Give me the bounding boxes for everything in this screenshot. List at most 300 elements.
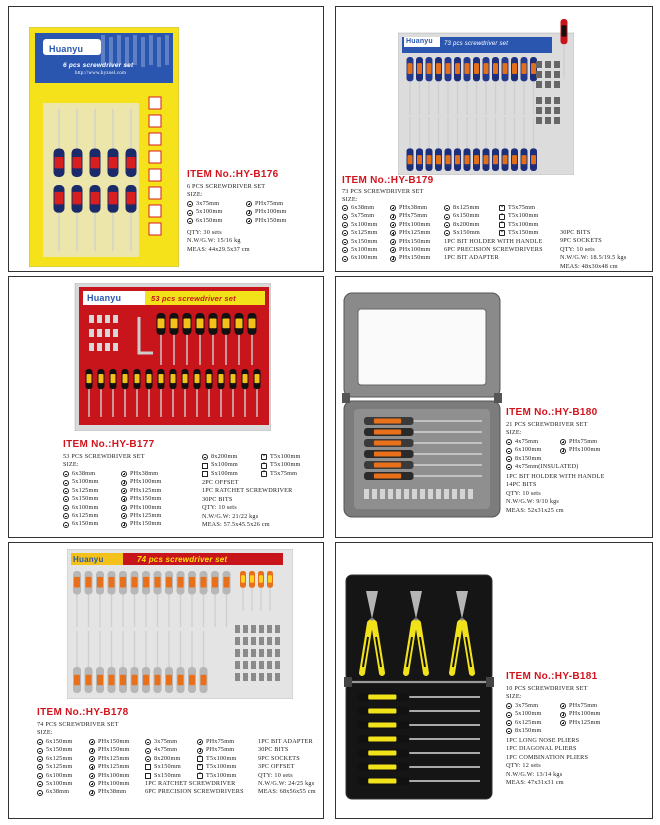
socket-image	[243, 637, 248, 645]
socket-image	[275, 673, 280, 681]
box-brand-text: Huanyu	[73, 555, 104, 564]
phillips-tip-icon	[560, 712, 566, 718]
size-value: Sx100mm	[211, 469, 238, 477]
socket-image	[235, 637, 240, 645]
info-line: 1PC BIT HOLDER WITH HANDLE	[506, 473, 605, 480]
size-value: 5x100mm	[351, 245, 378, 253]
phillips-tip-icon	[197, 739, 203, 745]
size-value: PHx125mm	[98, 763, 130, 771]
slotted-tip-icon	[37, 790, 43, 796]
bit-image	[388, 489, 393, 499]
phillips-tip-icon	[560, 720, 566, 726]
qty-text: QTY: 10 sets	[258, 771, 293, 779]
phillips-tip-icon	[246, 201, 252, 207]
bit-image	[436, 489, 441, 499]
slotted-tip-icon	[506, 464, 512, 470]
socket-image	[267, 637, 272, 645]
info-line: 30PC BITS	[202, 495, 233, 503]
bit-image	[89, 315, 94, 323]
qty-text: QTY: 10 sets	[202, 504, 237, 512]
size-value: 4x75mm(INSULATED)	[515, 463, 579, 471]
size-row	[187, 217, 317, 225]
slotted-tip-icon	[506, 720, 512, 726]
spec-icon	[149, 115, 161, 127]
phillips-tip-icon	[121, 480, 127, 486]
size-value: Sx150mm	[154, 771, 181, 779]
set-description: 73 PCS SCREWDRIVER SET	[342, 188, 424, 195]
size-value: PHx125mm	[399, 229, 431, 237]
slotted-tip-icon	[145, 739, 151, 745]
slotted-tip-icon	[37, 781, 43, 787]
slotted-tip-icon	[506, 439, 512, 445]
size-value: PHx100mm	[399, 220, 431, 228]
size-label: SIZE:	[506, 429, 522, 437]
size-row	[187, 200, 317, 208]
socket-image	[554, 61, 560, 68]
socket-image	[243, 673, 248, 681]
socket-image	[267, 649, 272, 657]
size-value: T5x150mm	[508, 229, 539, 237]
size-row	[187, 208, 317, 216]
slotted-tip-icon	[342, 214, 348, 220]
size-value: Sx150mm	[453, 229, 480, 237]
slotted-tip-icon	[444, 222, 450, 228]
socket-image	[275, 625, 280, 633]
socket-image	[545, 81, 551, 88]
size-column-1	[63, 470, 99, 529]
slotted-tip-icon	[63, 488, 69, 494]
weight-text: N.W/G.W: 9/10 kgs	[506, 498, 560, 506]
size-value: 6x38mm	[72, 470, 96, 477]
weight-text: N.W/G.W: 21/22 kgs	[202, 512, 259, 520]
size-value: PHx125mm	[130, 511, 162, 519]
spec-icon	[149, 151, 161, 163]
bit-image	[89, 343, 94, 351]
size-value: T5x100mm	[206, 771, 237, 779]
size-value: PHx100mm	[130, 503, 162, 511]
set-description: 74 PCS SCREWDRIVER SET	[37, 721, 119, 728]
box-brand-text: Huanyu	[87, 293, 122, 303]
item-number: ITEM No.:HY-B178	[37, 707, 129, 718]
info-line: 1PC BIT ADAPTER	[258, 738, 313, 745]
socket-image	[243, 625, 248, 633]
product-image-hy-b178	[67, 549, 293, 699]
bit-image	[364, 489, 369, 499]
phillips-tip-icon	[390, 247, 396, 253]
bit-image	[105, 343, 110, 351]
size-value: 6x100mm	[46, 771, 73, 779]
info-line: 1PC RATCHET SCREWDRIVER	[202, 487, 293, 495]
info-line: 9PC SOCKETS	[560, 237, 602, 245]
packing-info	[187, 229, 250, 254]
size-value: 8x125mm	[453, 204, 480, 211]
size-value: PHx125mm	[130, 486, 162, 494]
slotted-tip-icon	[37, 773, 43, 779]
size-value: 6x38mm	[46, 788, 70, 796]
slotted-tip-icon	[342, 222, 348, 228]
size-value: 8x150mm	[515, 454, 542, 462]
socket-image	[259, 637, 264, 645]
socket-image	[235, 673, 240, 681]
socket-image	[267, 625, 272, 633]
slotted-tip-icon	[63, 496, 69, 502]
size-value: PHx38mm	[130, 470, 159, 477]
socket-image	[275, 649, 280, 657]
info-line: 30PC BITS	[258, 746, 289, 754]
size-value: PHx125mm	[98, 754, 130, 762]
torx-tip-icon	[499, 222, 505, 228]
size-value: PHx150mm	[399, 254, 431, 262]
qty-text: QTY: 10 sets	[506, 489, 541, 497]
size-column-2	[390, 204, 431, 263]
qty-text: QTY: 30 sets	[187, 229, 222, 236]
slotted-tip-icon	[506, 448, 512, 454]
slotted-tip-icon	[63, 513, 69, 519]
phillips-tip-icon	[89, 739, 95, 745]
socket-image	[554, 81, 560, 88]
slotted-tip-icon	[506, 712, 512, 718]
size-value: PHx150mm	[255, 216, 287, 224]
size-value: 6x100mm	[351, 254, 378, 262]
socket-image	[251, 661, 256, 669]
bit-image	[380, 489, 385, 499]
bit-image	[113, 329, 118, 337]
size-value: 5x100mm	[72, 478, 99, 486]
size-value: PHx150mm	[130, 520, 162, 528]
socket-image	[235, 625, 240, 633]
product-panel-hy-b176	[8, 6, 324, 272]
size-value: 6x150mm	[196, 216, 223, 224]
phillips-tip-icon	[89, 773, 95, 779]
item-number: ITEM No.:HY-B180	[506, 407, 598, 418]
size-column-2	[89, 738, 130, 797]
size-value: PHx100mm	[130, 478, 162, 486]
torx-tip-icon	[499, 230, 505, 236]
size-value: PHx100mm	[98, 771, 130, 779]
size-value: T5x100mm	[508, 212, 539, 220]
slotted-tip-icon	[63, 505, 69, 511]
bit-image	[97, 329, 102, 337]
socket-image	[267, 673, 272, 681]
slotted-tip-icon	[37, 748, 43, 754]
socket-image	[545, 97, 551, 104]
size-column-4	[261, 453, 300, 478]
size-value: 5x100mm	[46, 779, 73, 787]
product-panel-hy-b177	[8, 276, 324, 538]
spec-icon	[149, 205, 161, 217]
bit-image	[113, 343, 118, 351]
product-image-hy-b181	[344, 573, 494, 805]
socket-image	[251, 673, 256, 681]
size-label: SIZE:	[187, 191, 203, 199]
product-panel-hy-b179	[335, 6, 653, 272]
phillips-tip-icon	[121, 505, 127, 511]
phillips-tip-icon	[121, 522, 127, 528]
size-value: T5x100mm	[270, 453, 301, 460]
packing-info	[202, 479, 292, 529]
socket-image	[554, 71, 560, 78]
socket-image	[554, 117, 560, 124]
slotted-tip-icon	[187, 201, 193, 207]
socket-image	[536, 81, 542, 88]
phillips-tip-icon	[390, 239, 396, 245]
size-column-1	[342, 204, 378, 263]
meas-text: MEAS: 52x31x25 cm	[506, 506, 564, 514]
phillips-tip-icon	[89, 764, 95, 770]
square-tip-icon	[145, 764, 151, 770]
accessory-line: 6PC PRECISION SCREWDRIVERS	[145, 788, 244, 796]
spec-icon	[149, 133, 161, 145]
torx-tip-icon	[197, 773, 203, 779]
spec-block	[187, 183, 265, 200]
size-label: SIZE:	[506, 693, 522, 701]
phillips-tip-icon	[89, 748, 95, 754]
packing-info	[258, 738, 316, 797]
size-value: 3x75mm	[196, 200, 220, 207]
socket-image	[536, 71, 542, 78]
socket-image	[259, 661, 264, 669]
phillips-tip-icon	[560, 448, 566, 454]
socket-image	[267, 661, 272, 669]
torx-tip-icon	[261, 463, 267, 469]
phillips-tip-icon	[560, 703, 566, 709]
slotted-tip-icon	[444, 214, 450, 220]
product-image-hy-b177	[69, 283, 271, 431]
size-value: 3x75mm	[154, 738, 178, 745]
slotted-tip-icon	[506, 456, 512, 462]
set-description: 6 PCS SCREWDRIVER SET	[187, 183, 266, 190]
torx-tip-icon	[261, 471, 267, 477]
size-value: PHx75mm	[569, 438, 598, 445]
size-value: 6x100mm	[515, 446, 542, 454]
phillips-tip-icon	[89, 790, 95, 796]
size-value: 5x125mm	[46, 763, 73, 771]
slotted-tip-icon	[342, 256, 348, 262]
size-value: 8x200mm	[211, 453, 238, 460]
size-grid	[506, 702, 601, 736]
packing-info	[560, 229, 626, 271]
spec-block	[506, 421, 588, 438]
slotted-tip-icon	[187, 218, 193, 224]
socket-image	[259, 625, 264, 633]
phillips-tip-icon	[121, 513, 127, 519]
size-value: PHx150mm	[130, 495, 162, 503]
size-label: SIZE:	[37, 729, 53, 737]
size-value: Sx150mm	[154, 763, 181, 771]
size-value: 5x125mm	[351, 229, 378, 237]
slotted-tip-icon	[63, 480, 69, 486]
product-image-hy-b180	[342, 291, 504, 523]
info-line: 1PC DIAGONAL PLIERS	[506, 745, 577, 753]
size-column-4	[499, 204, 538, 238]
accessory-line: 6PC PRECISION SCREWDRIVERS	[444, 245, 543, 253]
size-value: PHx100mm	[255, 208, 287, 216]
size-value: 6x100mm	[72, 503, 99, 511]
spec-block	[63, 453, 145, 470]
info-line: 1PC LONG NOSE PLIERS	[506, 737, 580, 744]
socket-image	[536, 61, 542, 68]
spec-block	[506, 685, 588, 702]
size-value: T5x100mm	[508, 220, 539, 228]
slotted-tip-icon	[342, 239, 348, 245]
slotted-tip-icon	[444, 205, 450, 211]
socket-image	[545, 61, 551, 68]
socket-image	[259, 673, 264, 681]
torx-tip-icon	[197, 756, 203, 762]
bit-image	[444, 489, 449, 499]
bit-image	[412, 489, 417, 499]
accessory-line: 1PC BIT ADAPTER	[444, 254, 499, 262]
size-label: SIZE:	[342, 196, 358, 204]
info-line: 9PC SOCKETS	[258, 754, 300, 762]
item-number: ITEM No.:HY-B179	[342, 175, 434, 186]
socket-image	[536, 117, 542, 124]
size-value: T5x75mm	[508, 204, 536, 211]
size-value: PHx125mm	[569, 718, 601, 726]
weight-text: N.W/G.W: 13/14 kgs	[506, 770, 563, 778]
socket-image	[275, 637, 280, 645]
bit-image	[97, 315, 102, 323]
meas-text: MEAS: 68x56x55 cm	[258, 788, 316, 796]
phillips-tip-icon	[390, 214, 396, 220]
size-column-4	[197, 738, 236, 780]
size-value: 8x200mm	[154, 754, 181, 762]
size-value: 6x38mm	[351, 204, 375, 211]
size-value: PHx38mm	[399, 204, 428, 211]
spec-icon	[149, 169, 161, 181]
info-line: 30PC BITS	[560, 229, 591, 236]
phillips-tip-icon	[390, 230, 396, 236]
size-value: PHx150mm	[98, 746, 130, 754]
slotted-tip-icon	[342, 205, 348, 211]
size-value: 5x150mm	[351, 237, 378, 245]
square-tip-icon	[202, 471, 208, 477]
size-column-2	[121, 470, 162, 529]
slotted-tip-icon	[187, 210, 193, 216]
meas-text: MEAS: 57.5x45.5x26 cm	[202, 521, 270, 529]
spec-block	[37, 721, 119, 738]
spec-icon	[149, 223, 161, 235]
socket-image	[235, 649, 240, 657]
phillips-tip-icon	[121, 471, 127, 477]
size-value: T5x100mm	[206, 763, 237, 771]
size-value: PHx100mm	[569, 710, 601, 718]
size-value: PHx150mm	[98, 738, 130, 745]
set-description: 53 PCS SCREWDRIVER SET	[63, 453, 145, 460]
qty-text: QTY: 10 sets	[560, 245, 595, 253]
size-column-3	[202, 453, 238, 478]
socket-image	[554, 107, 560, 114]
bit-image	[105, 329, 110, 337]
item-number: ITEM No.:HY-B181	[506, 671, 598, 682]
meas-text: MEAS: 44x29.5x37 cm	[187, 245, 250, 253]
socket-image	[251, 625, 256, 633]
box-title-text: 74 pcs screwdriver set	[137, 555, 228, 564]
phillips-tip-icon	[121, 496, 127, 502]
bit-image	[105, 315, 110, 323]
bit-image	[460, 489, 465, 499]
size-value: T5x100mm	[270, 461, 301, 469]
bit-image	[452, 489, 457, 499]
slotted-tip-icon	[37, 739, 43, 745]
size-value: 3x75mm	[515, 702, 539, 709]
box-title-text: 73 pcs screwdriver set	[444, 41, 509, 47]
size-value: 6x125mm	[515, 718, 542, 726]
accessory-line: 1PC BIT HOLDER WITH HANDLE	[444, 237, 543, 245]
weight-text: N.W/G.W: 24/25 kgs	[258, 780, 315, 788]
socket-image	[251, 637, 256, 645]
size-value: 6x125mm	[72, 511, 99, 519]
box-brand-text: Huanyu	[49, 44, 84, 54]
square-tip-icon	[202, 463, 208, 469]
packing-info	[506, 737, 588, 787]
phillips-tip-icon	[246, 218, 252, 224]
slotted-tip-icon	[145, 748, 151, 754]
size-value: 8x150mm	[515, 727, 542, 735]
bit-image	[97, 343, 102, 351]
slotted-tip-icon	[37, 764, 43, 770]
packing-info	[506, 473, 604, 515]
bit-image	[396, 489, 401, 499]
box-title-text: 6 pcs screwdriver set	[63, 62, 134, 69]
accessory-line: 1PC RATCHET SCREWDRIVER	[145, 779, 236, 787]
size-value: 5x100mm	[196, 208, 223, 216]
size-value: 6x125mm	[46, 754, 73, 762]
weight-text: N.W/G.W: 15/16 kg	[187, 237, 241, 245]
meas-text: MEAS: 48x30x48 cm	[560, 262, 618, 270]
size-value: Sx100mm	[211, 461, 238, 469]
size-value: PHx75mm	[569, 702, 598, 709]
socket-image	[251, 649, 256, 657]
size-grid	[187, 200, 317, 225]
bit-image	[372, 489, 377, 499]
size-grid	[506, 438, 601, 472]
set-description: 21 PCS SCREWDRIVER SET	[506, 421, 588, 428]
slotted-tip-icon	[444, 230, 450, 236]
size-value: 5x150mm	[72, 495, 99, 503]
slotted-tip-icon	[63, 471, 69, 477]
phillips-tip-icon	[121, 488, 127, 494]
size-value: 4x75mm	[515, 438, 539, 445]
slotted-tip-icon	[37, 756, 43, 762]
size-value: PHx100mm	[399, 245, 431, 253]
product-panel-hy-b181	[335, 542, 653, 819]
size-value: 5x100mm	[515, 710, 542, 718]
phillips-tip-icon	[390, 205, 396, 211]
bit-image	[404, 489, 409, 499]
info-line: 1PC COMBINATION PLIERS	[506, 753, 589, 761]
size-value: PHx75mm	[206, 738, 235, 745]
socket-image	[243, 661, 248, 669]
slotted-tip-icon	[145, 756, 151, 762]
torx-tip-icon	[499, 214, 505, 220]
torx-tip-icon	[197, 764, 203, 770]
size-value: PHx75mm	[255, 200, 284, 207]
bit-image	[428, 489, 433, 499]
phillips-tip-icon	[89, 756, 95, 762]
size-column-1	[37, 738, 73, 797]
spec-block	[342, 188, 424, 205]
box-title-text: 53 pcs screwdriver set	[151, 294, 236, 303]
size-value: PHx150mm	[399, 237, 431, 245]
slotted-tip-icon	[506, 703, 512, 709]
size-value: PHx38mm	[98, 788, 127, 796]
socket-image	[536, 97, 542, 104]
socket-image	[536, 107, 542, 114]
info-line: 2PC OFFSET	[202, 479, 239, 486]
box-url-text: http://www.hyzoel.com	[75, 71, 127, 76]
square-tip-icon	[145, 773, 151, 779]
